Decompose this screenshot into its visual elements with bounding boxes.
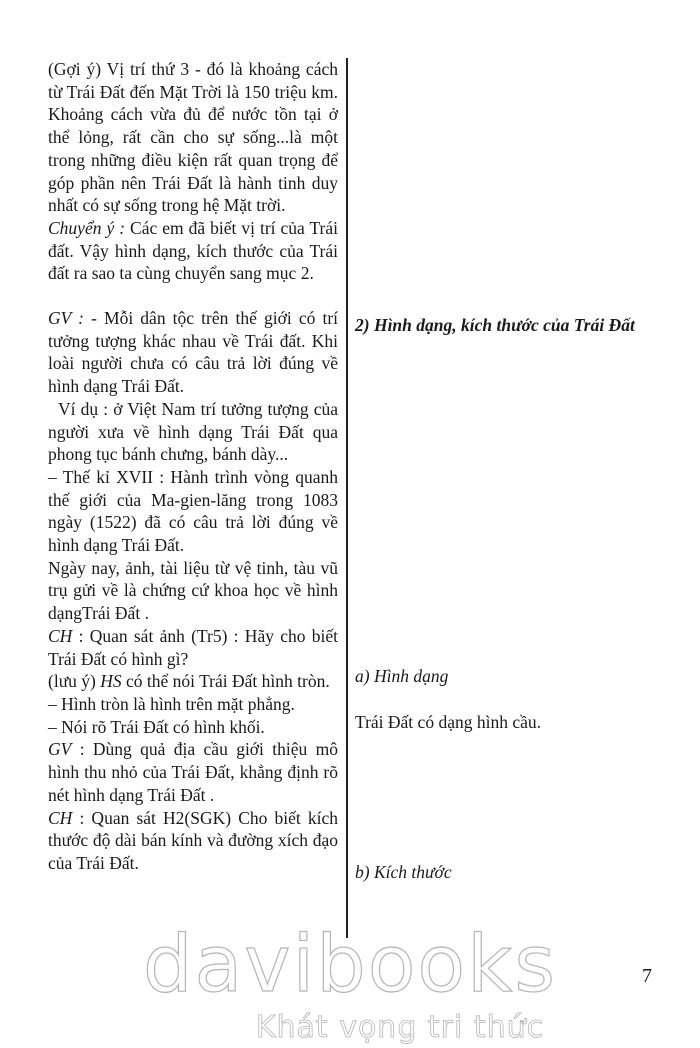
- paragraph-text: : Dùng quả địa cầu giới thiệu mô hình thu nhỏ của Trái Đất, khẳng định rõ nét hình dạng Trái Đất .: [48, 739, 338, 805]
- lesson-paragraph: [48, 307, 338, 398]
- paragraph-text: : Quan sát H2(SGK) Cho biết kích thước độ dài bán kính và đường xích đạo của Trái Đất.: [48, 807, 338, 873]
- lesson-paragraph: [48, 807, 338, 875]
- paragraph-text: Ngày nay, ảnh, tài liệu từ vệ tinh, tàu vũ trụ gửi về là chứng cứ khoa học về hình dạngTrái Đất .: [48, 557, 338, 624]
- lesson-paragraph: [48, 738, 338, 806]
- paragraph-text: : Quan sát ảnh (Tr5) : Hãy cho biết Trái Đất có hình gì?: [48, 625, 338, 669]
- italic-label: Chuyển ý :: [48, 217, 126, 238]
- lesson-paragraph: [48, 466, 338, 557]
- paragraph-text: – Nói rõ Trái Đất có hình khối.: [48, 716, 265, 737]
- watermark-tagline: Khát vọng tri thức: [255, 1010, 545, 1045]
- lesson-paragraph: [48, 557, 338, 625]
- italic-label: GV : -: [48, 308, 97, 329]
- italic-label: HS: [100, 671, 122, 692]
- paragraph-text: (lưu ý): [48, 671, 101, 692]
- section-heading-shape-size: 2) Hình dạng, kích thước của Trái Đất: [355, 315, 635, 335]
- paragraph-text: Các em đã biết vị trí của Trái đất. Vậy hình dạng, kích thước của Trái đất ra sao ta cùng chuyển sang mục 2.: [48, 217, 338, 284]
- paragraph-text: – Hình tròn là hình trên mặt phẳng.: [48, 693, 295, 714]
- lesson-paragraph: [48, 398, 338, 466]
- lesson-paragraph: [48, 670, 338, 693]
- subheading-shape: a) Hình dạng: [355, 666, 449, 686]
- watermark-logo: davibooks: [143, 920, 557, 1010]
- lesson-paragraph: [48, 58, 338, 217]
- subheading-size: b) Kích thước: [355, 862, 452, 882]
- column-divider: [346, 58, 348, 938]
- lesson-paragraph: [48, 217, 338, 285]
- shape-answer-text: Trái Đất có dạng hình cầu.: [355, 712, 541, 732]
- paragraph-text: có thể nói Trái Đất hình tròn.: [121, 671, 330, 692]
- lesson-paragraph: [48, 716, 338, 739]
- italic-label: GV: [48, 739, 72, 760]
- paragraph-text: Mỗi dân tộc trên thế giới có trí tưởng tượng khác nhau về Trái đất. Khi loài người chưa có câu trả lời đúng về hình dạng Trái Đất.: [48, 308, 339, 397]
- paragraph-text: – Thế kỉ XVII : Hành trình vòng quanh thế giới của Ma-gien-lăng trong 1083 ngày (1522) đã có câu trả lời đúng về hình dạng Trái Đất.: [48, 466, 338, 556]
- paragraph-text: (Gợi ý) Vị trí thứ 3 - đó là khoảng cách từ Trái Đất đến Mặt Trời là 150 triệu km. Khoảng cách vừa đủ để nước tồn tại ở thể lỏng, rất cần cho sự sống...là một trong những điều kiện rất quan trọng để góp phần nên Trái Đất là hành tinh duy nhất có sự sống trong hệ Mặt trời.: [48, 59, 338, 216]
- lesson-paragraph: [48, 693, 338, 716]
- lesson-paragraph: [48, 625, 338, 670]
- italic-label: CH: [48, 625, 73, 646]
- paragraph-text: Ví dụ : ở Việt Nam trí tưởng tượng của người xưa về hình dạng Trái Đất qua phong tục bánh chưng, bánh dày...: [48, 398, 338, 465]
- italic-label: CH: [48, 807, 73, 828]
- page-number: 7: [642, 965, 652, 987]
- lesson-activities-column: [48, 58, 338, 875]
